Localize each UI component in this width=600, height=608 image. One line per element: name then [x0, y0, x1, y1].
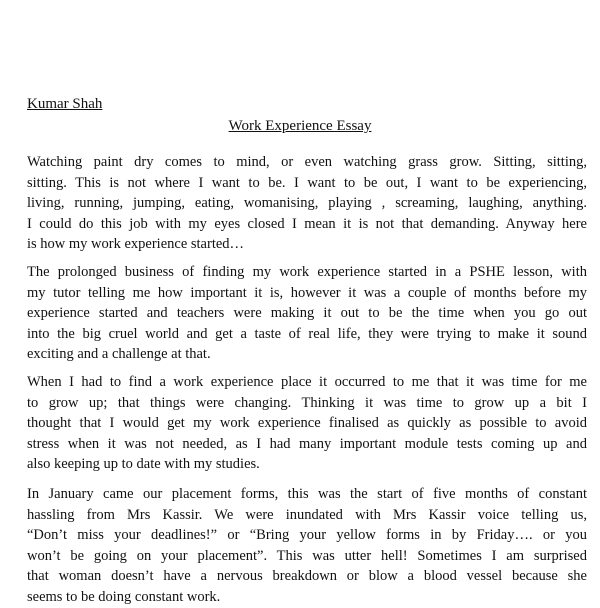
paragraph-line: that woman doesn’t have a nervous breakdown or blow a blood vessel because she	[27, 568, 587, 585]
paragraph-line: When I had to find a work experience place it occurred to me that it was time for me	[27, 374, 587, 390]
paragraph-line: hassling from Mrs Kassir. We were inundated with Mrs Kassir voice telling us,	[27, 506, 587, 523]
paragraph-3	[27, 372, 587, 475]
paragraph-line: Watching paint dry comes to mind, or even watching grass grow. Sitting, sitting,	[27, 154, 587, 170]
paragraph-line: also keeping up to date with my studies.	[27, 456, 260, 473]
paragraph-line: I could do this job with my eyes closed I mean it is not that demanding. Anyway here	[27, 215, 587, 232]
paragraph-1	[27, 152, 587, 255]
paragraph-line: won’t be going on your placement”. This was utter hell! Sometimes I am surprised	[27, 547, 587, 564]
essay-title: Work Experience Essay	[228, 118, 372, 134]
paragraph-2	[27, 262, 587, 365]
paragraph-line: sitting. This is not where I want to be. I want to be out, I want to be experiencing,	[27, 174, 587, 191]
paragraph-line: my tutor telling me how important it is, however it was a couple of months before my	[27, 284, 587, 301]
paragraph-line: exciting and a challenge at that.	[27, 346, 211, 363]
paragraph-line: living, running, jumping, eating, womanising, playing , screaming, laughing, anything.	[27, 195, 587, 212]
paragraph-line: In January came our placement forms, this was the start of five months of constant	[27, 486, 587, 502]
paragraph-line: “Don’t miss your deadlines!” or “Bring your yellow forms in by Friday…. or you	[27, 527, 587, 544]
paragraph-line: is how my work experience started…	[27, 236, 245, 253]
paragraph-4	[27, 484, 587, 608]
paragraph-line: thought that I would get my work experience finalised as quickly as possible to avoid	[27, 415, 587, 432]
paragraph-line: stress when it was not needed, as I had many important module tests coming up and	[27, 435, 587, 452]
paragraph-line: seems to be doing constant work.	[27, 588, 221, 605]
paragraph-line: The prolonged business of finding my work experience started in a PSHE lesson, with	[27, 264, 587, 280]
author-name: Kumar Shah	[27, 96, 103, 112]
paragraph-line: experience started and teachers were making it out to be the time when you go out	[27, 305, 587, 322]
paragraph-line: into the big cruel world and get a taste of real life, they were trying to make it sound	[27, 325, 587, 342]
paragraph-line: to grow up; that things were changing. Thinking it was time to grow up a bit I	[27, 394, 587, 411]
